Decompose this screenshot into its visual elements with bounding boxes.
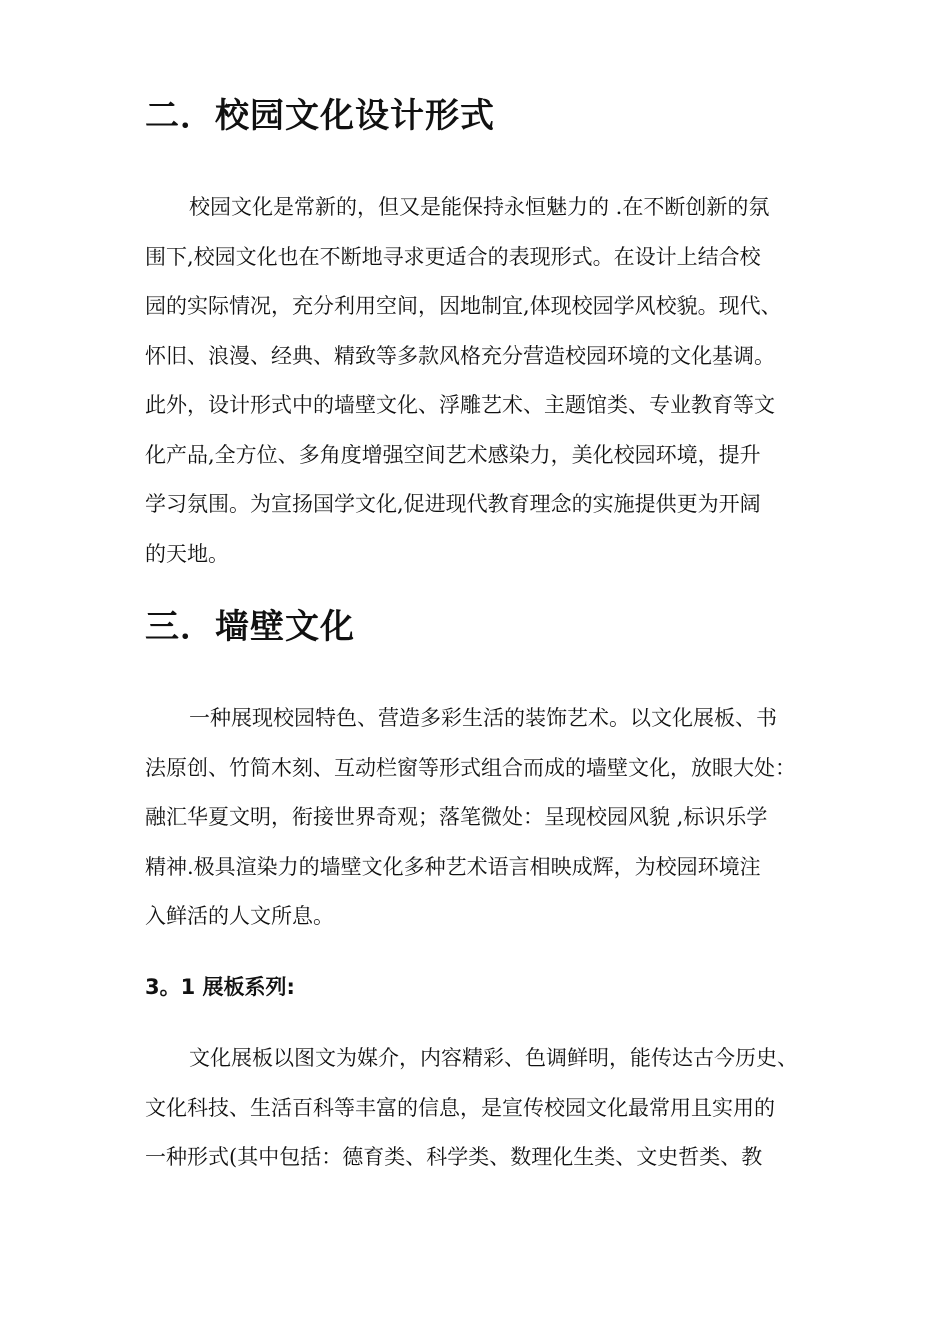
paragraph-line: 精神.极具渲染力的墙壁文化多种艺术语言相映成辉，为校园环境注	[145, 854, 761, 879]
section-3-heading: 三．墙壁文化	[145, 607, 355, 647]
paragraph-line: 的天地。	[145, 541, 229, 566]
section-3-1-paragraph	[145, 1034, 825, 1183]
paragraph-line: 一种形式(其中包括：德育类、科学类、数理化生类、文史哲类、教	[145, 1145, 763, 1169]
section-2-heading: 二．校园文化设计形式	[145, 96, 495, 136]
paragraph-line: 入鲜活的人文所息。	[145, 904, 334, 928]
paragraph-line: 校园文化是常新的，但又是能保持永恒魅力的 .在不断创新的氛	[189, 195, 770, 219]
paragraph-line: 围下,校园文化也在不断地寻求更适合的表现形式。在设计上结合校	[145, 244, 761, 269]
paragraph-line: 文化展板以图文为媒介，内容精彩、色调鲜明，能传达古今历史、	[189, 1046, 798, 1070]
paragraph-line: 怀旧、浪漫、经典、精致等多款风格充分营造校园环境的文化基调。	[145, 343, 775, 368]
paragraph-line: 文化科技、生活百科等丰富的信息，是宣传校园文化最常用且实用的	[145, 1095, 775, 1120]
paragraph-line: 化产品,全方位、多角度增强空间艺术感染力，美化校园环境，提升	[145, 442, 761, 467]
paragraph-line: 融汇华夏文明，衔接世界奇观；落笔微处：呈现校园风貌 ,标识乐学	[145, 805, 768, 829]
paragraph-line: 学习氛围。为宣扬国学文化,促进现代教育理念的实施提供更为开阔	[145, 492, 761, 516]
section-3-1-heading: 3。1 展板系列:	[145, 975, 295, 999]
paragraph-line: 法原创、竹简木刻、互动栏窗等形式组合而成的墙壁文化，放眼大处：	[145, 755, 796, 780]
section-2-paragraph	[145, 183, 825, 579]
paragraph-line: 园的实际情况，充分利用空间，因地制宜,体现校园学风校貌。现代、	[145, 294, 782, 318]
paragraph-line: 此外，设计形式中的墙壁文化、浮雕艺术、主题馆类、专业教育等文	[145, 393, 775, 417]
paragraph-line: 一种展现校园特色、营造多彩生活的装饰艺术。以文化展板、书	[189, 706, 777, 730]
section-3-paragraph	[145, 694, 825, 942]
